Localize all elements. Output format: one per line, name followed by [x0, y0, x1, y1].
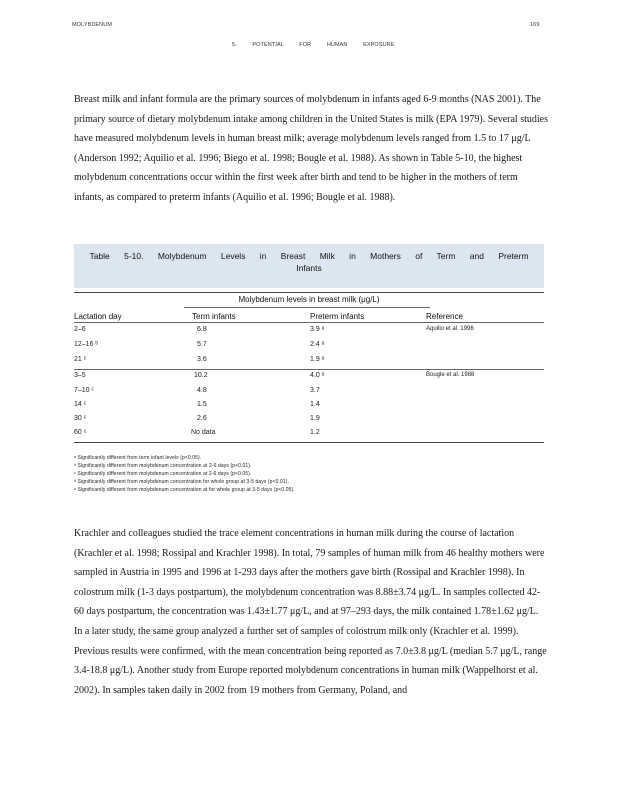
table-cell-day: 3–5	[74, 372, 86, 379]
table-cell-term: 10.2	[194, 372, 208, 379]
body-paragraph-2: Krachler and colleagues studied the trace element concentrations in human milk during the course of lactation (Krachler et al. 1998; Rossipal and Krachler 1998). In total, 79 samples of human milk from 46 healthy mothers were sampled in Austria in 1995 and 1996 at 1-293 days after the mothers gave birth (Rossipal and Krachler 1998). In colostrum milk (1-3 days postpartum), the molybdenum concentration was 8.88±3.74 μg/L. In samples collected 42-60 days postpartum, the concentration was 1.43±1.77 μg/L, and at 97–293 days, the milk contained 1.78±1.62 μg/L. In a later study, the same group analyzed a further set of samples of colostrum milk only (Krachler et al. 1999). Previous results were confirmed, with the mean concentration being reported as 7.0±3.8 μg/L (median 5.7 μg/L, range 3.4-18.8 μg/L). Another study from Europe reported molybdenum concentrations in human milk (Wappelhorst et al. 2002). In samples taken daily in 2002 from 19 mothers from Germany, Poland, and	[74, 528, 547, 696]
table-cell-day: 60 ᶜ	[74, 429, 87, 436]
page-number: 169	[530, 22, 540, 28]
column-header-preterm: Preterm infants	[310, 312, 365, 321]
table-top-rule	[74, 292, 544, 293]
table-footnote: ᵈ Significantly different from molybdenum concentration for whole group at 3-5 days (p<0.01).	[74, 479, 289, 485]
table-cell-preterm: 1.2	[310, 429, 320, 436]
table-cell-preterm: 4.0 ᵃ	[310, 372, 325, 379]
table-cell-preterm: 1.9	[310, 415, 320, 422]
table-cell-day: 12–16 ᵇ	[74, 341, 99, 348]
table-cell-day: 2–6	[74, 326, 86, 333]
table-cell-term: 2.6	[197, 415, 207, 422]
table-cell-term: 3.6	[197, 356, 207, 363]
table-cell-preterm: 3.7	[310, 387, 320, 394]
header-bottom-rule	[74, 322, 544, 323]
table-cell-term: 1.5	[197, 401, 207, 408]
table-cell-day: 30 ᶜ	[74, 415, 87, 422]
table-footnote: ᵉ Significantly different from molybdenum concentration at for whole group at 3-5 days (p<0.05).	[74, 487, 295, 493]
table-bottom-rule	[74, 442, 544, 443]
table-cell-day: 21 ᶜ	[74, 356, 87, 363]
table-cell-preterm: 2.4 ᵃ	[310, 341, 325, 348]
table-cell-term: No data	[191, 429, 216, 436]
column-header-reference: Reference	[426, 312, 463, 321]
table-footnote: ᵃ Significantly different from term infant levels (p<0.05).	[74, 455, 202, 461]
group-divider-rule	[74, 369, 544, 370]
table-cell-term: 4.8	[197, 387, 207, 394]
table-cell-preterm: 3.9 ᵃ	[310, 326, 325, 333]
running-header-title: MOLYBDENUM	[72, 22, 113, 28]
chapter-heading: 5. POTENTIAL FOR HUMAN EXPOSURE	[232, 42, 395, 48]
table-cell-term: 5.7	[197, 341, 207, 348]
table-footnote: ᶜ Significantly different from molybdenum concentration at 2-6 days (p<0.05).	[74, 471, 252, 477]
table-cell-reference: Bougle et al. 1988	[426, 372, 475, 378]
table-cell-reference: Aquilio et al. 1996	[426, 326, 474, 332]
column-header-term: Term infants	[192, 312, 236, 321]
table-title: Table 5-10. Molybdenum Levels in Breast Milk in Mothers of Term and Preterm Infants	[74, 244, 544, 288]
body-paragraph-1: Breast milk and infant formula are the primary sources of molybdenum in infants aged 6-9 months (NAS 2001). The primary source of dietary molybdenum intake among children in the United States is milk (EPA 1979). Several studies have measured molybdenum levels in human breast milk; average molybdenum levels ranged from 1.5 to 17 μg/L (Anderson 1992; Aquilio et al. 1996; Biego et al. 1998; Bougle et al. 1988). As shown in Table 5-10, the highest molybdenum concentrations occur within the first week after birth and tend to be higher in the mothers of term infants, as compared to preterm infants (Aquilio et al. 1996; Bougle et al. 1988).	[74, 94, 548, 203]
table-cell-preterm: 1.4	[310, 401, 320, 408]
table-cell-day: 7–10 ᶜ	[74, 387, 94, 394]
table-cell-day: 14 ᶜ	[74, 401, 87, 408]
table-cell-term: 6.8	[197, 326, 207, 333]
table-cell-preterm: 1.9 ᵃ	[310, 356, 325, 363]
column-header-lactation: Lactation day	[74, 312, 122, 321]
table-footnote: ᵇ Significantly different from molybdenum concentration at 2-6 days (p<0.01).	[74, 463, 252, 469]
subheader-rule	[184, 307, 430, 308]
table-subheader: Molybdenum levels in breast milk (μg/L)	[238, 295, 380, 304]
